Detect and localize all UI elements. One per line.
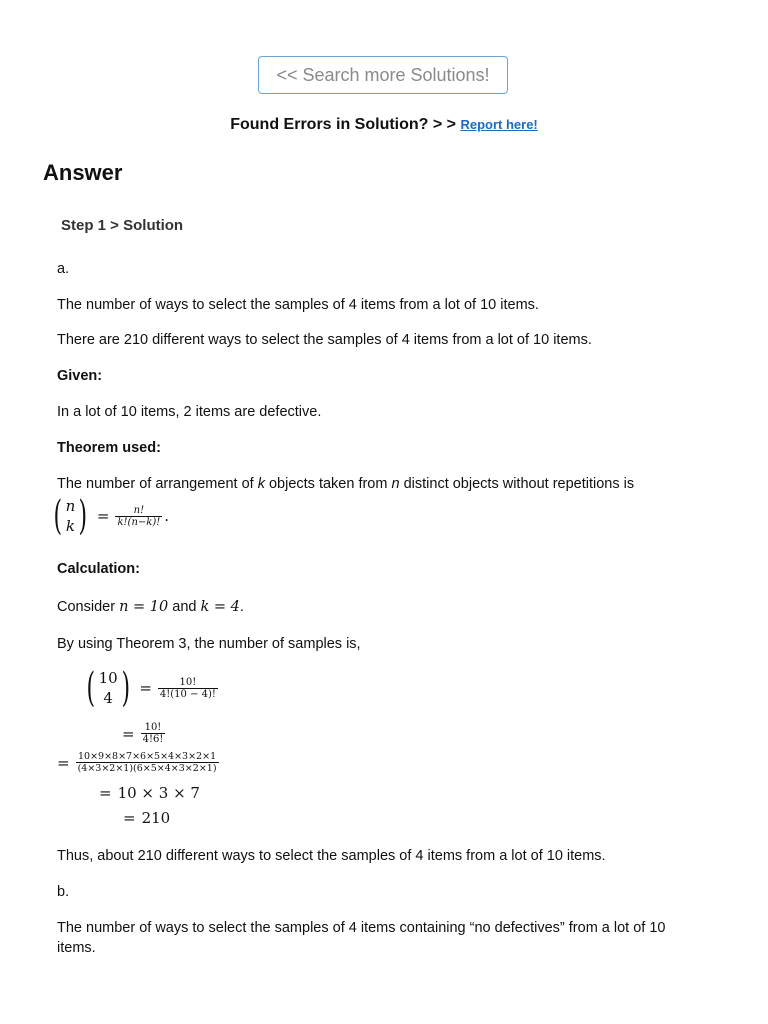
search-more-solutions-button[interactable]: << Search more Solutions! bbox=[258, 56, 508, 94]
equation-row-2 bbox=[116, 722, 165, 745]
equals-sign: = bbox=[99, 784, 112, 802]
row2-num: 10! bbox=[144, 722, 162, 733]
row5-value: 210 bbox=[141, 809, 171, 827]
report-link[interactable]: Report here! bbox=[460, 117, 538, 132]
errors-prompt: Found Errors in Solution? > > bbox=[230, 116, 457, 133]
consider-part1: Consider bbox=[57, 599, 120, 615]
given-label: Given: bbox=[57, 368, 103, 384]
theorem-n: n bbox=[391, 476, 400, 492]
row1-fraction bbox=[158, 677, 218, 700]
equation-row-5 bbox=[117, 809, 170, 827]
equals-sign: = bbox=[96, 507, 110, 525]
factorial-fraction bbox=[115, 505, 162, 528]
row4-value: 10 × 3 × 7 bbox=[117, 784, 200, 802]
theorem3-line: By using Theorem 3, the number of samples is, bbox=[57, 636, 361, 652]
binom-top: n bbox=[65, 497, 76, 515]
theorem-label: Theorem used: bbox=[57, 440, 161, 456]
theorem-text-part1: The number of arrangement of bbox=[57, 476, 258, 492]
part-a-label: a. bbox=[57, 261, 70, 277]
row3-den: (4×3×2×1)(6×5×4×3×2×1) bbox=[77, 763, 217, 774]
given-text: In a lot of 10 items, 2 items are defective. bbox=[57, 404, 322, 420]
binom10-top: 10 bbox=[98, 669, 118, 687]
conclusion-a: Thus, about 210 different ways to select the samples of 4 items from a lot of 10 items. bbox=[57, 848, 606, 864]
consider-part3: . bbox=[239, 599, 244, 615]
binom-bottom: k bbox=[65, 517, 75, 535]
consider-part2: and bbox=[168, 599, 201, 615]
frac-num: n! bbox=[133, 504, 145, 516]
equation-row-4 bbox=[93, 784, 200, 802]
binom10-bottom: 4 bbox=[103, 689, 113, 707]
equals-sign: = bbox=[123, 809, 136, 827]
step-label: Step 1 > Solution bbox=[61, 217, 184, 234]
row2-fraction bbox=[141, 722, 166, 745]
found-errors-line bbox=[0, 116, 768, 134]
consider-line bbox=[57, 597, 244, 617]
equals-sign: = bbox=[139, 679, 152, 697]
answer-heading: Answer bbox=[43, 160, 123, 185]
equation-row-1 bbox=[83, 665, 218, 711]
equals-sign: = bbox=[122, 724, 135, 743]
row1-num: 10! bbox=[179, 676, 197, 688]
row3-fraction bbox=[76, 751, 219, 774]
a-question: The number of ways to select the samples of 4 items from a lot of 10 items. bbox=[57, 297, 539, 313]
consider-k: k = 4 bbox=[200, 599, 240, 615]
theorem-text-part3: distinct objects without repetitions is bbox=[399, 476, 635, 492]
equation-row-3 bbox=[51, 751, 219, 774]
row2-den: 4!6! bbox=[142, 734, 164, 745]
consider-n: n = 10 bbox=[119, 599, 169, 615]
calculation-label: Calculation: bbox=[57, 561, 140, 577]
a-answer: There are 210 different ways to select the samples of 4 items from a lot of 10 items. bbox=[57, 332, 592, 348]
theorem-text-part2: objects taken from bbox=[264, 476, 392, 492]
binomial-10-4: ( 10 4 ) bbox=[86, 665, 130, 711]
formula-end: . bbox=[164, 507, 170, 525]
binomial-n-k: ( n k ) bbox=[53, 493, 88, 539]
row1-den: 4!(10 − 4)! bbox=[159, 688, 216, 700]
frac-den: k!(n−k)! bbox=[117, 516, 161, 528]
row3-num: 10×9×8×7×6×5×4×3×2×1 bbox=[77, 751, 217, 762]
theorem-formula bbox=[50, 493, 170, 539]
b-question: The number of ways to select the samples of 4 items containing “no defectives” from a lot of 10 items. bbox=[57, 920, 666, 956]
part-b-label: b. bbox=[57, 884, 70, 900]
equals-sign: = bbox=[57, 753, 70, 772]
theorem-k: k bbox=[257, 476, 265, 492]
theorem-text bbox=[57, 474, 634, 494]
